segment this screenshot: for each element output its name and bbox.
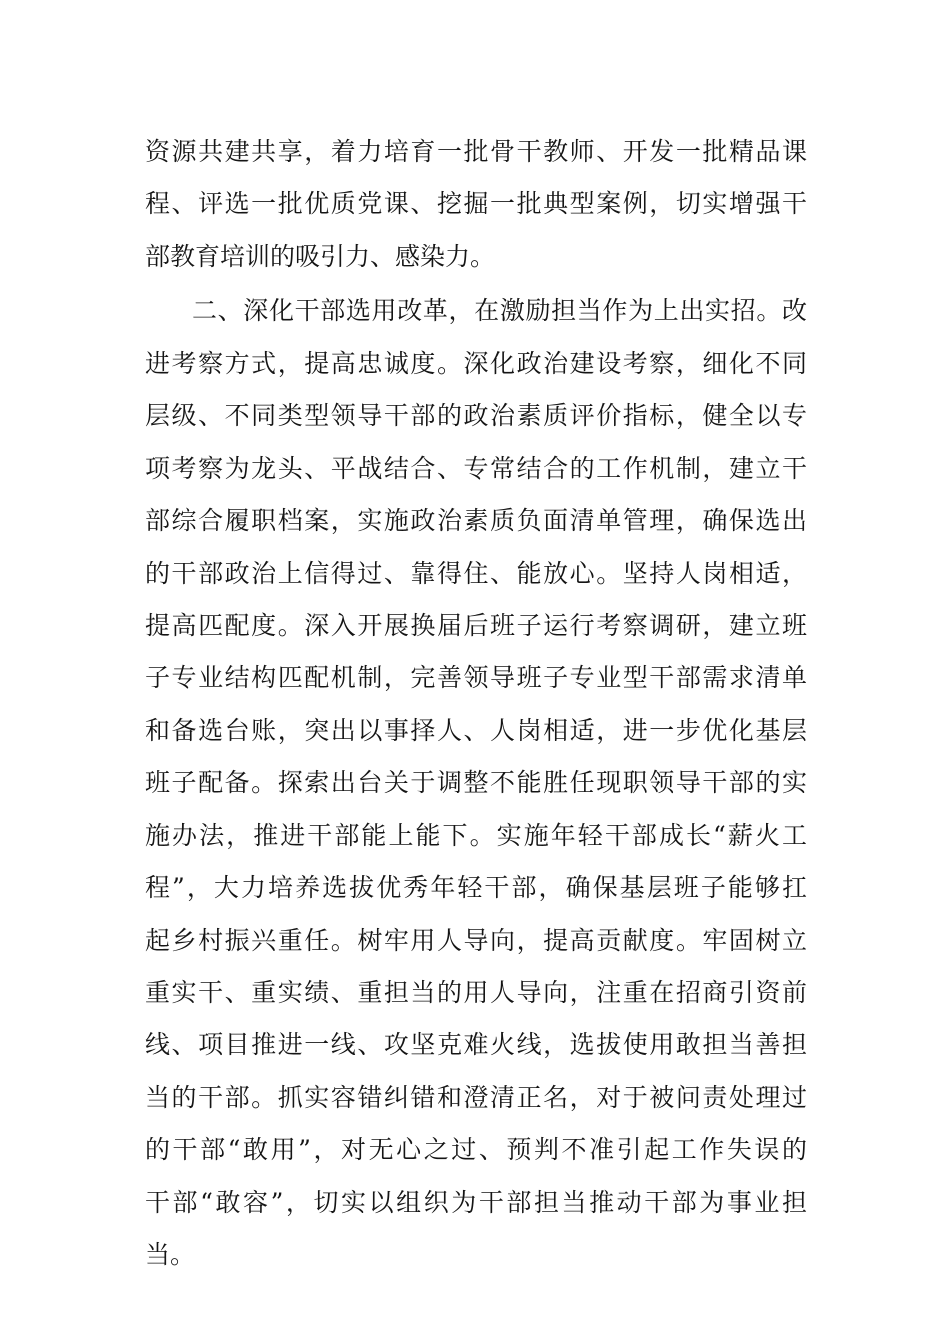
text-line: 的干部政治上信得过、靠得住、能放心。坚持人岗相适， [145,558,807,588]
text-line: 项考察为龙头、平战结合、专常结合的工作机制，建立干 [145,453,807,483]
text-line: 程”，大力培养选拔优秀年轻干部，确保基层班子能够扛 [145,873,807,903]
text-line: 层级、不同类型领导干部的政治素质评价指标，健全以专 [145,401,807,431]
text-line: 部综合履职档案，实施政治素质负面清单管理，确保选出 [145,506,807,536]
text-line: 程、评选一批优质党课、挖掘一批典型案例，切实增强干 [145,189,807,219]
text-line: 进考察方式，提高忠诚度。深化政治建设考察，细化不同 [145,348,807,378]
text-line: 班子配备。探索出台关于调整不能胜任现职领导干部的实 [145,768,807,798]
text-line: 干部“敢容”，切实以组织为干部担当推动干部为事业担 [145,1187,807,1217]
document-body [145,126,807,1282]
text-line: 起乡村振兴重任。树牢用人导向，提高贡献度。牢固树立 [145,925,807,955]
paragraph-2 [145,285,807,1281]
text-line: 线、项目推进一线、攻坚克难火线，选拔使用敢担当善担 [145,1030,807,1060]
text-line: 当的干部。抓实容错纠错和澄清正名，对于被问责处理过 [145,1082,807,1112]
paragraph-1 [145,126,807,283]
text-line: 二、深化干部选用改革，在激励担当作为上出实招。改 [192,296,807,326]
text-line: 施办法，推进干部能上能下。实施年轻干部成长“薪火工 [145,820,807,850]
text-line: 的干部“敢用”，对无心之过、预判不准引起工作失误的 [145,1135,807,1165]
text-line: 提高匹配度。深入开展换届后班子运行考察调研，建立班 [145,610,807,640]
text-line: 重实干、重实绩、重担当的用人导向，注重在招商引资前 [145,978,807,1007]
text-line: 资源共建共享，着力培育一批骨干教师、开发一批精品课 [145,137,807,166]
text-line: 当。 [145,1240,196,1270]
text-line: 子专业结构匹配机制，完善领导班子专业型干部需求清单 [145,663,807,693]
text-line: 和备选台账，突出以事择人、人岗相适，进一步优化基层 [145,715,807,745]
text-line: 部教育培训的吸引力、感染力。 [145,241,496,271]
